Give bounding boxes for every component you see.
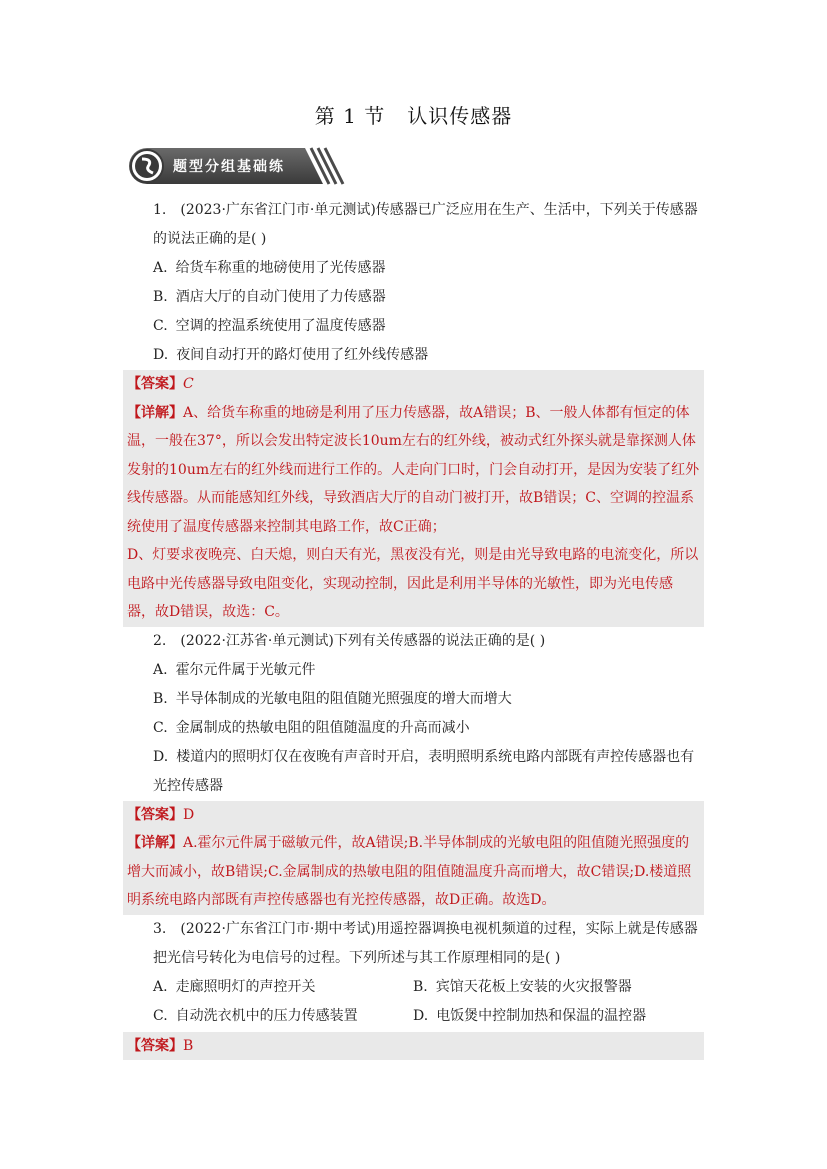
options-row-1	[123, 973, 704, 1002]
question-stem: (2022·广东省江门市·期中考试)用遥控器调换电视机频道的过程，实际上就是传感器把光信号转化为电信号的过程。下列所述与其工作原理相同的是( )	[153, 920, 698, 966]
options-row-2	[123, 1002, 704, 1031]
page-title	[0, 100, 827, 129]
option-b: B. 酒店大厅的自动门使用了力传感器	[153, 289, 386, 305]
question-2	[123, 627, 704, 656]
option-a: A. 霍尔元件属于光敏元件	[153, 661, 316, 678]
question-list	[123, 196, 704, 1060]
answer-line: 【答案】B	[127, 1037, 194, 1054]
option-b: B. 半导体制成的光敏电阻的阻值随光照强度的增大而增大	[153, 690, 512, 707]
option-c: C. 金属制成的热敏电阻的阻值随温度的升高而减小	[153, 719, 470, 736]
option-b: B. 宾馆天花板上安装的火灾报警器	[413, 978, 632, 995]
question-number: 1.	[153, 202, 167, 218]
option-d: D. 夜间自动打开的路灯使用了红外线传感器	[153, 347, 429, 363]
answer-value: C	[183, 376, 194, 392]
question-number: 2.	[153, 632, 167, 649]
question-3	[123, 915, 704, 973]
question-1	[123, 196, 704, 254]
question-stem: (2022·江苏省·单元测试)下列有关传感器的说法正确的是( )	[180, 632, 546, 649]
answer-value: D	[183, 806, 195, 823]
answer-value: B	[183, 1037, 194, 1054]
detail-text: 【详解】A、给货车称重的地磅是利用了压力传感器，故A错误；B、一般人体都有恒定的体温，一般在37°，所以会发出特定波长10um左右的红外线，被动式红外探头就是靠探测人体发射的10um左右的红外线而进行工作的。人走向门口时，门会自动打开，是因为安装了红外线传感器。从而能感知红外线，导致酒店大厅的自动门被打开，故B错误；C、空调的控温系统使用了温度传感器来控制其电路工作，故C正确；	[127, 404, 700, 535]
answer-block-1	[123, 370, 704, 627]
section-banner	[127, 146, 347, 186]
option-d: D. 电饭煲中控制加热和保温的温控器	[413, 1007, 647, 1024]
title-section-number: 第 1 节	[314, 104, 386, 128]
question-number: 3.	[153, 920, 167, 937]
answer-block-3	[123, 1032, 704, 1061]
option-a: A. 走廊照明灯的声控开关	[153, 978, 316, 995]
section-banner-label: 题型分组基础练	[173, 159, 285, 175]
option-c: C. 自动洗衣机中的压力传感装置	[153, 1007, 358, 1024]
option-a: A. 给货车称重的地磅使用了光传感器	[153, 260, 386, 276]
answer-line: 【答案】C	[127, 376, 194, 392]
option-c: C. 空调的控温系统使用了温度传感器	[153, 318, 386, 334]
detail-text-continued: D、灯要求夜晚亮、白天熄，则白天有光，黑夜没有光，则是由光导致电路的电流变化，所以电路中光传感器导致电阻变化，实现动控制，因此是利用半导体的光敏性，即为光电传感器，故D错误，故选：C。	[127, 547, 699, 620]
question-stem: (2023·广东省江门市·单元测试)传感器已广泛应用在生产、生活中，下列关于传感器的说法正确的是( )	[153, 202, 698, 247]
title-text: 认识传感器	[407, 104, 513, 128]
answer-block-2	[123, 801, 704, 915]
detail-text: 【详解】A.霍尔元件属于磁敏元件，故A错误;B.半导体制成的光敏电阻的阻值随光照强度的增大而减小，故B错误;C.金属制成的热敏电阻的阻值随温度升高而增大，故C错误;D.楼道照明系统电路内部既有声控传感器也有光控传感器，故D正确。故选D。	[127, 835, 692, 908]
option-d: D. 楼道内的照明灯仅在夜晚有声音时开启，表明照明系统电路内部既有声控传感器也有光控传感器	[153, 748, 695, 794]
answer-line: 【答案】D	[127, 806, 195, 823]
